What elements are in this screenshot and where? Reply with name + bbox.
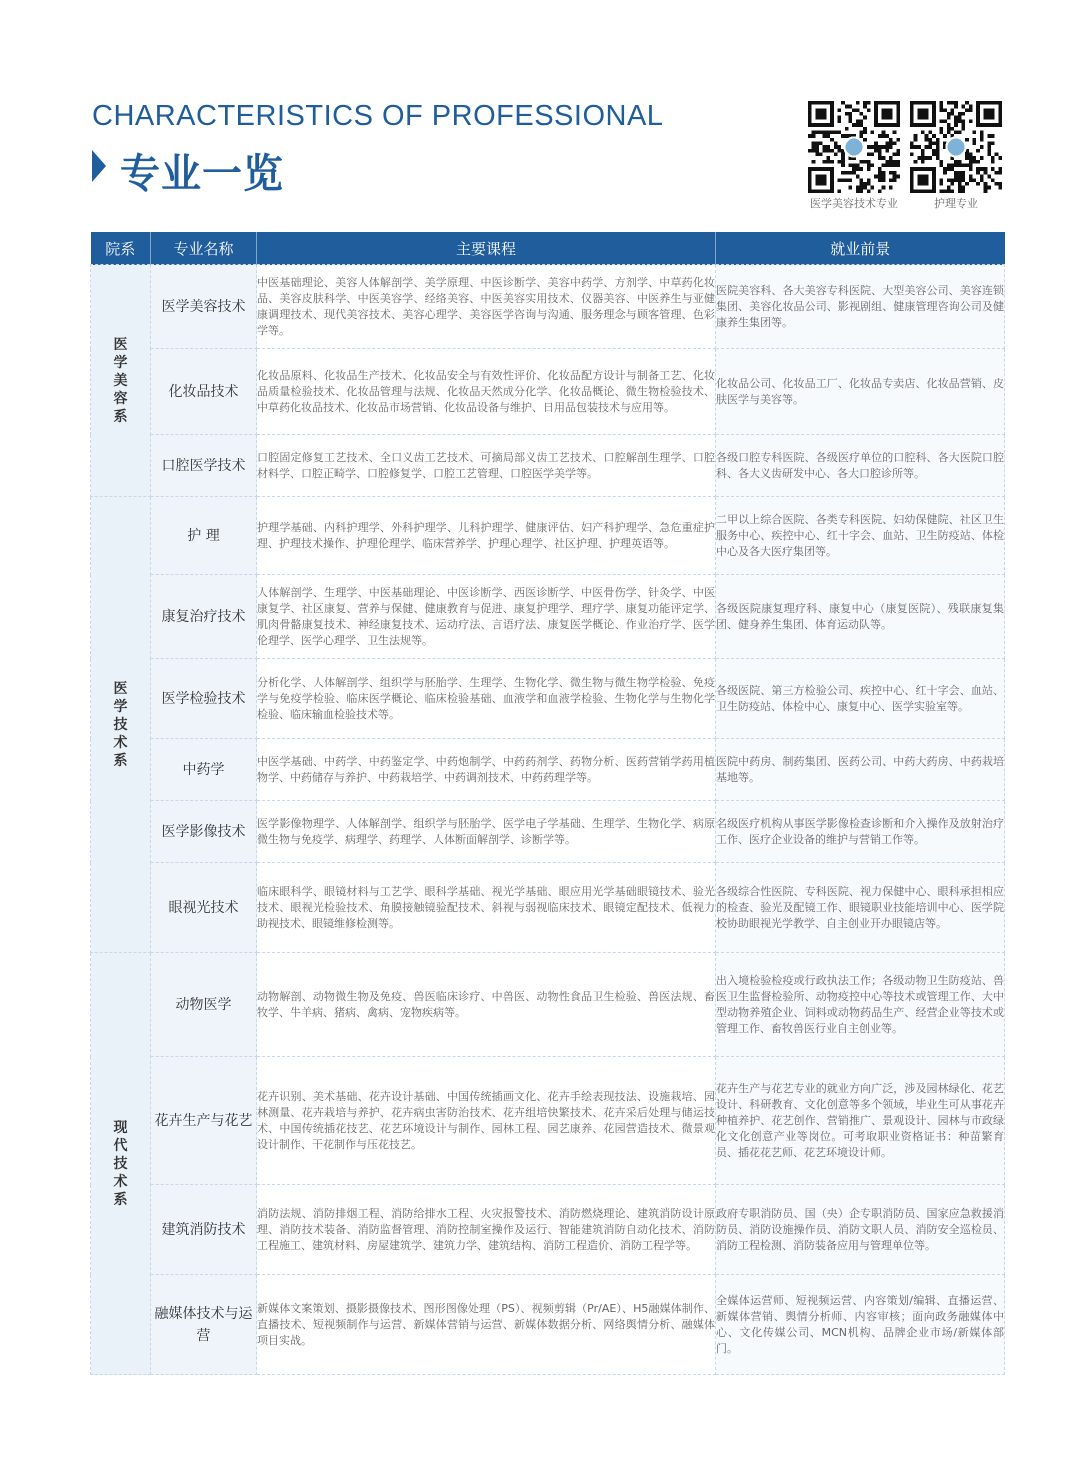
course-list: 新媒体文案策划、摄影摄像技术、图形图像处理（PS）、视频剪辑（Pr/AE）、H5融媒体制作、直播技术、短视频制作与运营、新媒体营销与运营、新媒体数据分析、网络舆情分析、融媒体项目实战。 <box>257 1275 716 1375</box>
course-list: 口腔固定修复工艺技术、全口义齿工艺技术、可摘局部义齿工艺技术、口腔解剖生理学、口腔材料学、口腔正畸学、口腔修复学、口腔工艺管理、口腔医学美学等。 <box>257 435 716 497</box>
department-cell <box>91 265 151 497</box>
major-name: 融媒体技术与运营 <box>151 1275 257 1375</box>
career-prospects: 医院美容科、各大美容专科医院、大型美容公司、美容连锁集团、美容化妆品公司、影视剧组、健康管理咨询公司及健康养生集团等。 <box>716 265 1005 349</box>
major-name: 医学检验技术 <box>151 659 257 739</box>
header-courses: 主要课程 <box>257 232 716 265</box>
major-name: 化妆品技术 <box>151 349 257 435</box>
table-row <box>91 435 1005 497</box>
course-list: 临床眼科学、眼镜材料与工艺学、眼科学基础、视光学基础、眼应用光学基础眼镜技术、验光技术、眼视光检验技术、角膜接触镜验配技术、斜视与弱视临床技术、眼镜定配技术、低视力助视技术、眼镜维修检测等。 <box>257 863 716 953</box>
major-name: 动物医学 <box>151 953 257 1057</box>
table-row <box>91 953 1005 1057</box>
course-list: 动物解剖、动物微生物及免疫、兽医临床诊疗、中兽医、动物性食品卫生检验、兽医法规、畜牧学、牛羊病、猪病、禽病、宠物疾病等。 <box>257 953 716 1057</box>
course-list: 分析化学、人体解剖学、组织学与胚胎学、生理学、生物化学、微生物与微生物学检验、免疫学与免疫学检验、临床医学概论、临床检验基础、血液学和血液学检验、生物化学与生物化学检验、临床输血检验技术等。 <box>257 659 716 739</box>
table-row <box>91 575 1005 659</box>
career-prospects: 二甲以上综合医院、各类专科医院、妇幼保健院、社区卫生服务中心、疾控中心、红十字会、血站、卫生防疫站、体检中心及各大医疗集团等。 <box>716 497 1005 575</box>
department-name: 现代技术系 <box>113 1119 128 1208</box>
department-cell <box>91 953 151 1375</box>
triangle-arrow-icon <box>92 150 106 182</box>
career-prospects: 出入境检验检疫或行政执法工作；各级动物卫生防疫站、兽医卫生监督检验所、动物疫控中心等技术或管理工作、大中型动物养殖企业、饲料或动物药品生产、经营企业等技术或管理工作、畜牧兽医行业自主创业等。 <box>716 953 1005 1057</box>
major-name: 护 理 <box>151 497 257 575</box>
course-list: 消防法规、消防排烟工程、消防给排水工程、火灾报警技术、消防燃烧理论、建筑消防设计原理、消防技术装备、消防监督管理、消防控制室操作及运行、智能建筑消防自动化技术、消防工程施工、建筑材料、房屋建筑学、建筑力学、建筑结构、消防工程造价、消防工程学等。 <box>257 1185 716 1275</box>
course-list: 花卉识别、美术基础、花卉设计基础、中国传统插画文化、花卉手绘表现技法、设施栽培、园林测量、花卉栽培与养护、花卉病虫害防治技术、花卉组培快繁技术、花卉采后处理与储运技术、中国传统插花技艺、花艺环境设计与制作、园林工程、园艺康养、花园营造技术、微景观设计制作、干花制作与压花技艺。 <box>257 1057 716 1185</box>
qr-code-icon-beauty <box>808 101 900 193</box>
career-prospects: 各级医院康复理疗科、康复中心（康复医院）、残联康复集团、健身养生集团、体育运动队等。 <box>716 575 1005 659</box>
page-title: 专业一览 <box>120 151 284 197</box>
table-row <box>91 739 1005 801</box>
table-row <box>91 659 1005 739</box>
major-name: 口腔医学技术 <box>151 435 257 497</box>
career-prospects: 各级医院、第三方检验公司、疾控中心、红十字会、血站、卫生防疫站、体检中心、康复中心、医学实验室等。 <box>716 659 1005 739</box>
table-row <box>91 1185 1005 1275</box>
header-department: 院系 <box>91 232 151 265</box>
course-list: 人体解剖学、生理学、中医基础理论、中医诊断学、西医诊断学、中医骨伤学、针灸学、中医康复学、社区康复、营养与保健、健康教育与促进、康复护理学、理疗学、康复功能评定学、肌肉骨骼康复技术、神经康复技术、运动疗法、言语疗法、康复医学概论、作业治疗学、医学伦理学、医学心理学、卫生法规等。 <box>257 575 716 659</box>
career-prospects: 各级口腔专科医院、各级医疗单位的口腔科、各大医院口腔科、各大义齿研发中心、各大口腔诊所等。 <box>716 435 1005 497</box>
title-en: CHARACTERISTICS OF PROFESSIONAL <box>92 100 664 132</box>
major-name: 眼视光技术 <box>151 863 257 953</box>
header-career: 就业前景 <box>716 232 1005 265</box>
major-name: 花卉生产与花艺 <box>151 1057 257 1185</box>
course-list: 化妆品原料、化妆品生产技术、化妆品安全与有效性评价、化妆品配方设计与制备工艺、化妆品质量检验技术、化妆品管理与法规、化妆品天然成分化学、化妆品概论、微生物检验技术、中草药化妆品技术、化妆品市场营销、化妆品设备与维护、日用品包装技术与应用等。 <box>257 349 716 435</box>
course-list: 护理学基础、内科护理学、外科护理学、儿科护理学、健康评估、妇产科护理学、急危重症护理、护理技术操作、护理伦理学、临床营养学、护理心理学、社区护理、护理英语等。 <box>257 497 716 575</box>
department-cell <box>91 497 151 953</box>
major-name: 医学影像技术 <box>151 801 257 863</box>
table-header-row <box>91 232 1005 265</box>
header-major: 专业名称 <box>151 232 257 265</box>
career-prospects: 医院中药房、制药集团、医药公司、中药大药房、中药栽培基地等。 <box>716 739 1005 801</box>
major-name: 中药学 <box>151 739 257 801</box>
course-list: 医学影像物理学、人体解剖学、组织学与胚胎学、医学电子学基础、生理学、生物化学、病原微生物与免疫学、病理学、药理学、人体断面解剖学、诊断学等。 <box>257 801 716 863</box>
career-prospects: 全媒体运营师、短视频运营、内容策划/编辑、直播运营、新媒体营销、舆情分析师、内容审核；面向政务融媒体中心、文化传媒公司、MCN机构、品牌企业市场/新媒体部门。 <box>716 1275 1005 1375</box>
table-row <box>91 497 1005 575</box>
career-prospects: 名级医疗机构从事医学影像检查诊断和介入操作及放射治疗工作、医疗企业设备的维护与营销工作等。 <box>716 801 1005 863</box>
table-row <box>91 1057 1005 1185</box>
table-row <box>91 349 1005 435</box>
qr-code-icon-nursing <box>910 101 1002 193</box>
department-name: 医学技术系 <box>113 680 128 769</box>
career-prospects: 政府专职消防员、国（央）企专职消防员、国家应急救援消防员、消防设施操作员、消防文职人员、消防安全巡检员、消防工程检测、消防装备应用与管理单位等。 <box>716 1185 1005 1275</box>
department-name: 医学美容系 <box>113 336 128 425</box>
career-prospects: 花卉生产与花艺专业的就业方向广泛，涉及园林绿化、花艺设计、科研教育、文化创意等多个领域，毕业生可从事花卉种植养护、花艺创作、营销推广、景观设计、园林与市政绿化文化创意产业等岗位。可考取职业资格证书：种苗繁育员、插花花艺师、花艺环境设计师。 <box>716 1057 1005 1185</box>
majors-table <box>90 232 1005 1375</box>
career-prospects: 化妆品公司、化妆品工厂、化妆品专卖店、化妆品营销、皮肤医学与美容等。 <box>716 349 1005 435</box>
qr-caption-beauty: 医学美容技术专业 <box>810 197 898 210</box>
table-row <box>91 801 1005 863</box>
major-name: 康复治疗技术 <box>151 575 257 659</box>
qr-caption-nursing: 护理专业 <box>934 197 978 210</box>
table-row <box>91 265 1005 349</box>
career-prospects: 各级综合性医院、专科医院、视力保健中心、眼科承担相应的检查、验光及配镜工作、眼镜职业技能培训中心、医学院校协助眼视光学教学、自主创业开办眼镜店等。 <box>716 863 1005 953</box>
table-row <box>91 863 1005 953</box>
major-name: 建筑消防技术 <box>151 1185 257 1275</box>
course-list: 中医学基础、中药学、中药鉴定学、中药炮制学、中药药剂学、药物分析、医药营销学药用植物学、中药储存与养护、中药栽培学、中药调剂技术、中药药理学等。 <box>257 739 716 801</box>
major-name: 医学美容技术 <box>151 265 257 349</box>
table-row <box>91 1275 1005 1375</box>
course-list: 中医基础理论、美容人体解剖学、美学原理、中医诊断学、美容中药学、方剂学、中草药化妆品、美容皮肤科学、中医美容学、经络美容、中医美容实用技术、仪器美容、中医养生与亚健康调理技术、现代美容技术、美容心理学、美容医学咨询与沟通、服务理念与顾客管理、色彩学等。 <box>257 265 716 349</box>
